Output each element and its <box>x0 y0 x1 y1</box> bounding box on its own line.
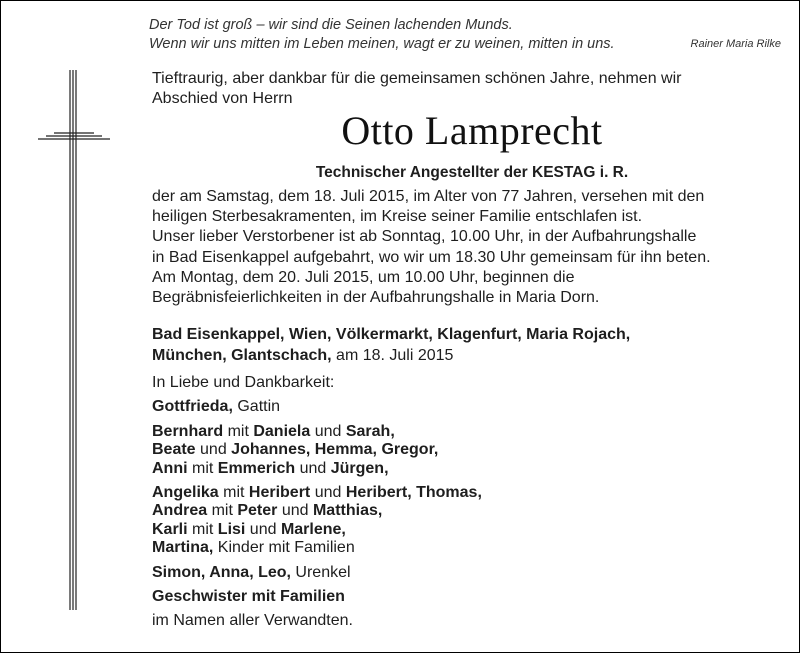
places-line-2-names: München, Glantschach, <box>152 346 332 364</box>
places-and-date <box>152 325 792 366</box>
mourner-name: Andrea <box>152 502 208 520</box>
siblings-row: Geschwister mit Familien <box>152 588 345 606</box>
motto-quote <box>149 16 781 54</box>
mourner-name: Beate <box>152 441 196 459</box>
deceased-position: Technischer Angestellter der KESTAG i. R. <box>315 164 629 181</box>
intro-line-2: Abschied von Herrn <box>152 90 293 107</box>
announcement-line: heiligen Sterbesakramenten, im Kreise seiner Familie entschlafen ist. <box>152 208 643 226</box>
motto-author: Rainer Maria Rilke <box>690 38 781 50</box>
mourner-connector: und <box>310 422 346 440</box>
grandchildren-names: Simon, Anna, Leo, <box>152 563 291 581</box>
grandchildren-role: Urenkel <box>295 563 351 581</box>
places-line-1: Bad Eisenkappel, Wien, Völkermarkt, Klagenfurt, Maria Rojach, <box>152 326 631 343</box>
mourner-row <box>152 502 792 520</box>
mourner-name: Johannes, Hemma, Gregor, <box>231 441 439 459</box>
children-group-1 <box>152 423 792 478</box>
mourner-connector: und <box>195 441 232 459</box>
mourner-name: Jürgen, <box>330 459 389 477</box>
mourner-name: Daniela <box>253 422 311 440</box>
widow-role: Gattin <box>237 398 281 416</box>
mourner-row <box>152 423 792 441</box>
mourner-name: Anni <box>152 459 188 477</box>
mourner-connector: und <box>295 459 331 477</box>
mourner-name: Heribert, Thomas, <box>345 484 482 502</box>
widow-row <box>152 398 792 416</box>
mourner-connector: mit <box>218 484 249 502</box>
motto-line-1: Der Tod ist groß – wir sind die Seinen lachenden Munds. <box>149 17 513 33</box>
mourner-row <box>152 539 792 557</box>
announcement-text <box>152 187 792 308</box>
mourner-row <box>152 441 792 459</box>
mourner-name: Emmerich <box>217 459 296 477</box>
mourner-name: Bernhard <box>152 422 224 440</box>
widow-name: Gottfrieda, <box>152 398 233 416</box>
motto-line-2: Wenn wir uns mitten im Leben meinen, wagt er zu weinen, mitten in uns. <box>149 36 615 52</box>
mourner-name: Karli <box>152 520 188 538</box>
places-line-2 <box>152 346 792 367</box>
mourner-connector: Kinder mit Familien <box>213 539 355 557</box>
mourner-name: Lisi <box>217 520 246 538</box>
intro-line-1: Tieftraurig, aber dankbar für die gemeinsamen schönen Jahre, nehmen wir <box>152 70 682 87</box>
mourner-connector: mit <box>187 459 218 477</box>
announcement-line: Begräbnisfeierlichkeiten in der Aufbahrungshalle in Maria Dorn. <box>152 289 600 307</box>
mourner-name: Sarah, <box>345 422 395 440</box>
announcement-line: in Bad Eisenkappel aufgebahrt, wo wir um 18.30 Uhr gemeinsam für ihn beten. <box>152 248 711 266</box>
mourner-row <box>152 460 792 478</box>
mourner-name: Marlene, <box>280 520 346 538</box>
closing-line: im Namen aller Verwandten. <box>152 612 353 630</box>
mourners-heading: In Liebe und Dankbarkeit: <box>152 374 335 391</box>
children-group-2 <box>152 484 792 558</box>
mourner-row <box>152 521 792 539</box>
mourner-name: Angelika <box>152 484 219 502</box>
mourner-connector: und <box>277 502 313 520</box>
announcement-line: der am Samstag, dem 18. Juli 2015, im Alter von 77 Jahren, versehen mit den <box>152 188 705 205</box>
mourners-list <box>152 374 792 631</box>
mourner-connector: und <box>310 484 346 502</box>
mourner-connector: mit <box>187 520 218 538</box>
deceased-name: Otto Lamprecht <box>341 108 603 153</box>
cross-icon <box>36 70 112 610</box>
notice-date: am 18. Juli 2015 <box>336 346 454 364</box>
mourner-connector: mit <box>223 422 254 440</box>
mourner-row <box>152 484 792 502</box>
mourner-name: Heribert <box>248 484 311 502</box>
mourner-name: Martina, <box>152 539 214 557</box>
grandchildren-row <box>152 564 792 582</box>
mourner-connector: mit <box>207 502 238 520</box>
announcement-line: Unser lieber Verstorbener ist ab Sonntag, 10.00 Uhr, in der Aufbahrungshalle <box>152 228 697 246</box>
mourner-name: Peter <box>237 502 278 520</box>
mourner-name: Matthias, <box>312 502 383 520</box>
mourner-connector: und <box>245 520 281 538</box>
announcement-line: Am Montag, dem 20. Juli 2015, um 10.00 Uhr, beginnen die <box>152 268 575 286</box>
intro-text <box>152 69 792 109</box>
